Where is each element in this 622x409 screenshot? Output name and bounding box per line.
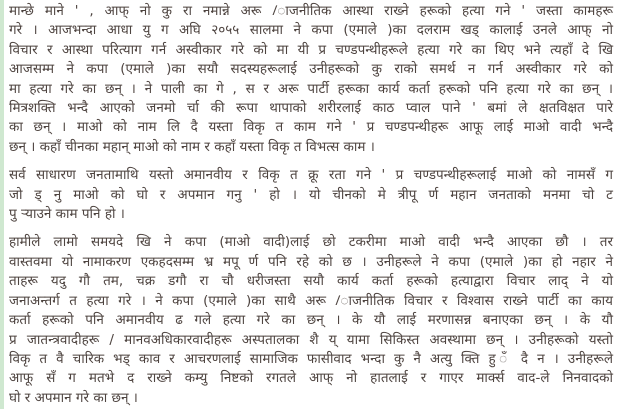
paragraph-1 bbox=[9, 2, 613, 157]
text-line: का छन् । माओ को नाम लि दै यस्ता विकृ त काम गने ' प्र चण्डपन्थीहरू आफू लाई माओ वादी भन्दै bbox=[9, 119, 613, 136]
text-line: जो ड् नु माओ को घो र अपमान गनु ' हो । यो चीनको मे त्रीपू र्ण महान जनताको मनमा चो ट bbox=[9, 186, 613, 203]
text-line: पु ऱ्याउने काम पनि हो । bbox=[9, 206, 125, 223]
text-line: प्र जातन्त्रवादीहरू / मानवअधिकारवादीहरू अस्पतालका शै य् यामा सिकिस्त अवस्थामा छन् । उनीहरूको यस्तो bbox=[9, 331, 613, 348]
text-line: वास्तवमा यो नामाकरण एकहदसम्म भ्र मपू र्ण पनि रहे को छ । उनीहरूले ने कपा (एमाले )का हो नहार ने bbox=[9, 253, 613, 270]
text-line: मान्छे माने ' , आफ् नो कु रा नमान्ने अरू /ाजनीतिक आस्था राख्ने हरूको हत्या गने ' जस्ता कामहरू bbox=[9, 3, 613, 19]
text-line: मित्रशक्ति भन्दै आएको जनमो र्चा की रूपा थापाको शरीरलाई काठ प्वाल पाने ' बमां ले क्षतविक्षत पारे bbox=[9, 100, 613, 117]
text-line: जनाअन्तर्ग त हत्या गरे । ने कपा (एमाले )का साथै अरू /ाजनीतिक विचार र विश्वास राख्ने पार्टी का काय bbox=[9, 292, 613, 309]
text-line: गरे । आजभन्दा आधा यु ग अघि २०५५ सालमा ने कपा (एमाले )का दलराम खड् कालाई उनले आफ् नो bbox=[9, 22, 613, 39]
text-line: छन् । कहाँ चीनका महान् माओ को नाम र कहाँ यस्ता विकृ त विभत्स काम । bbox=[9, 138, 375, 155]
text-line: कर्ता हरूको पनि अमानवीय ढ गले हत्या गरे का छन् । के यौ लाई मरणासन्न बनाएका छन् । के यौ bbox=[9, 312, 613, 329]
text-line: आफू सँ ग मतभे द राख्ने कम्यु निष्टको रगतले आफ् नो हातलाई र गाएर मार्क्स वाद-ले निनवादको bbox=[9, 370, 613, 387]
document-text bbox=[4, 0, 622, 409]
paragraph-2 bbox=[9, 166, 613, 224]
text-line: आजसम्म ने कपा (एमाले )का सयौ सदस्यहरूलाई उनीहरूको कु राको समर्थ न गर्न अस्वीकार गरे को bbox=[9, 61, 613, 78]
text-line: ताहरू यदु गौ तम, चक्र डगौ रा चौ धरीजस्ता सयौ कार्य कर्ता हरूको हत्याद्वारा विचार लाद् ने यो bbox=[9, 273, 613, 290]
text-line: हामीले लामो समयदे खि ने कपा (माओ वादी)लाई छो टकरीमा माओ वादी भन्दै आएका छौ । तर bbox=[9, 234, 613, 251]
text-line: विकृ त वै चारिक भड् काव र आचरणलाई सामाजिक फासीवाद भन्दा कु नै अत्यु क्ति हु ँ दै न । उनीहरूले bbox=[9, 350, 613, 367]
paragraph-3 bbox=[9, 233, 613, 408]
text-line: विचार र आस्था परित्याग गर्न अस्वीकार गरे को मा यी प्र चण्डपन्थीहरूले हत्या गरे का थिए भने त्यहाँ दे खि bbox=[9, 41, 613, 58]
text-line: घो र अपमान गरे का छन् । bbox=[9, 389, 138, 406]
text-line: मा हत्या गरे का छन् । ने पाली का गे , स र अरू पार्टी हरूका कार्य कर्ता हरूको पनि हत्या गरे का छन् । bbox=[9, 80, 613, 97]
text-line: सर्व साधारण जनतामाथि यस्तो अमानवीय र विकृ त क्रू रता गने ' प्र चण्डपन्थीहरूलाई माओ को नामसँ ग bbox=[9, 167, 613, 184]
